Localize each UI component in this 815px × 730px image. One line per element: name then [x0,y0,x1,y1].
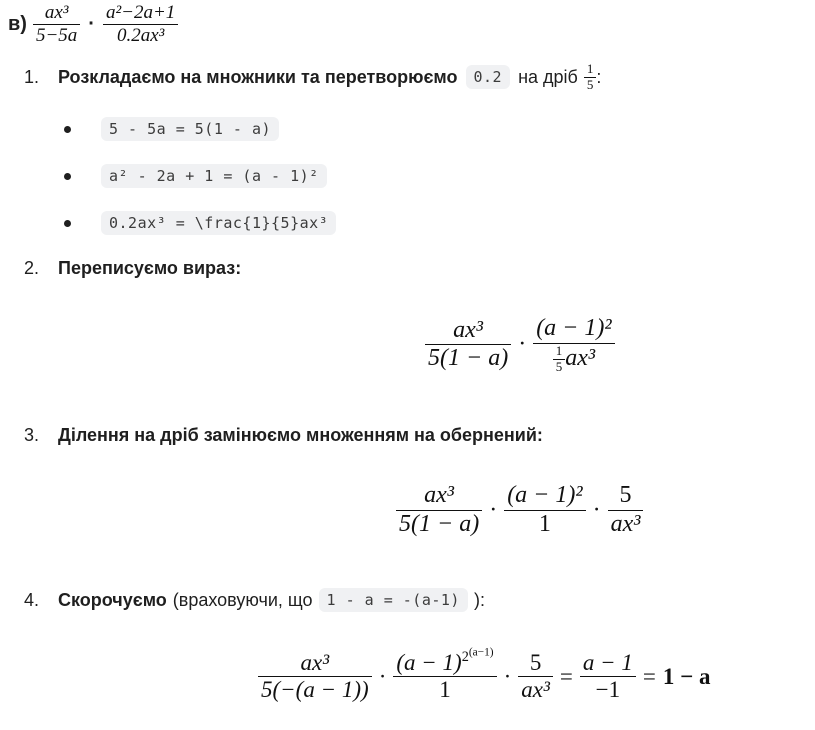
denominator [533,344,614,375]
step-1-title: Розкладаємо на множники та перетворюємо [58,66,458,87]
fraction [396,482,482,538]
numerator: 5 [518,650,553,677]
numerator: ax³ [258,650,372,677]
step-2 [24,258,241,279]
bullet-item [64,164,327,188]
fraction [393,646,496,704]
formula-step-4 [258,646,711,704]
bullet-code: a² - 2a + 1 = (a - 1)² [101,164,327,188]
step-1-number: 1. [24,66,40,87]
step-3 [24,425,543,446]
numerator: a − 1 [580,650,636,677]
denominator: ax³ [610,510,641,537]
exponent: 2 [461,649,469,666]
step-1 [24,62,601,93]
one-fifth-fraction [584,62,597,93]
denominator: ax³ [521,677,550,703]
dot-operator: · [503,663,512,689]
step-4 [24,588,485,612]
fraction-numerator: 1 [584,62,597,78]
bullet-icon [64,126,71,133]
denominator-term: ax³ [565,344,596,371]
dot-operator: · [592,496,601,523]
bullet-code: 0.2ax³ = \frac{1}{5}ax³ [101,211,336,235]
bullet-item [64,117,279,141]
fraction-denominator: 5 [555,358,563,374]
exponent-superscript: (a−1) [468,646,494,659]
step-2-number: 2. [24,258,40,278]
step-2-title: Переписуємо вираз: [58,258,242,278]
step-4-number: 4. [24,589,40,610]
dot-operator: · [489,496,498,523]
numerator: (a − 1)² [504,482,585,511]
fraction [518,650,553,704]
fraction [608,482,644,538]
denominator: −1 [595,677,621,703]
item-label: в) [8,12,27,35]
fraction-denominator: 5 [586,76,594,92]
colon: : [596,66,602,87]
denominator: 1 [538,510,551,537]
header-f1-denominator: 5−5a [35,24,78,46]
header-fraction-2 [103,2,178,47]
bullet-icon [64,220,71,227]
denominator: 1 [439,677,451,703]
step-3-number: 3. [24,425,40,445]
fraction [533,315,614,374]
header-f2-numerator: a²−2a+1 [103,2,178,25]
bullet-icon [64,173,71,180]
bullet-item [64,211,336,235]
bullet-code: 5 - 5a = 5(1 - a) [101,117,279,141]
fraction-numerator: 1 [553,344,566,360]
step-4-title: Скорочуємо [58,589,167,610]
inline-code: 1 - a = -(a-1) [319,588,468,612]
equals-sign: = [642,663,656,689]
dot-operator: · [378,663,387,689]
fraction [258,650,372,704]
base-term: (a − 1) [396,650,462,675]
step-3-title: Ділення на дріб замінюємо множенням на обернений: [58,425,543,445]
denominator: 5(1 − a) [399,510,480,537]
header-fraction-1 [33,2,80,47]
formula-step-2 [425,315,615,374]
numerator: ax³ [425,317,511,346]
fraction [580,650,636,704]
fraction [425,317,511,373]
equals-sign: = [559,663,573,689]
dot-operator: · [88,12,95,35]
inline-code: 0.2 [466,65,511,89]
numerator: 5 [608,482,644,511]
denominator: 5(−(a − 1)) [261,677,369,703]
numerator: ax³ [396,482,482,511]
formula-step-3 [396,482,643,538]
step-1-text: на дріб [518,66,578,87]
header-expression [8,2,178,47]
denominator: 5(1 − a) [428,345,509,372]
header-f1-numerator: ax³ [33,2,80,25]
header-f2-denominator: 0.2ax³ [116,24,165,46]
fraction [504,482,585,538]
numerator [393,646,496,677]
step-4-text: (враховуючи, що [172,589,313,610]
step-4-text-end: ): [473,589,485,610]
one-fifth-fraction [553,344,566,375]
final-result: 1 − a [662,663,711,689]
dot-operator: · [518,331,527,358]
numerator: (a − 1)² [533,315,614,344]
